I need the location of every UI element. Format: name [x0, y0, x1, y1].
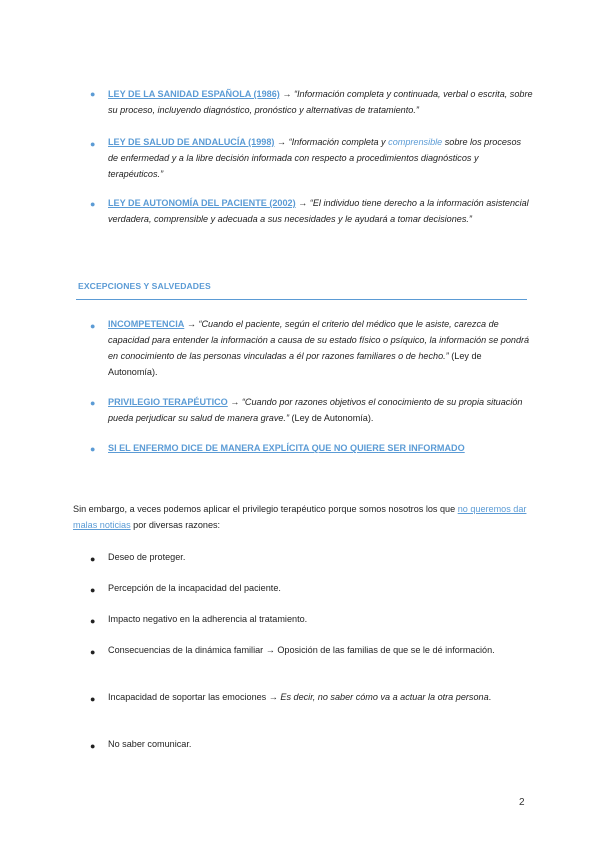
- law-link-2[interactable]: LEY DE SALUD DE ANDALUCÍA (1998): [108, 137, 275, 147]
- reason-item: Incapacidad de soportar las emociones → Es decir, no saber cómo va a actuar la otra persona.: [108, 692, 492, 702]
- reason-item: Deseo de proteger.: [108, 552, 186, 562]
- law-quote-3: “El individuo tiene derecho a la información asistencial verdadera, comprensible y adecuada a sus necesidades y le ayudará a tomar decisiones.”: [108, 198, 529, 224]
- bullet: ●: [90, 647, 96, 657]
- exception-link-2[interactable]: PRIVILEGIO TERAPÉUTICO: [108, 397, 228, 407]
- law-item-3: LEY DE AUTONOMÍA DEL PACIENTE (2002) → “El individuo tiene derecho a la información asistencial verdadera, comprensible y adecuada a sus necesidades y le ayudará a tomar decisiones.”: [108, 198, 529, 224]
- law-link-1[interactable]: LEY DE LA SANIDAD ESPAÑOLA (1986): [108, 89, 280, 99]
- exception-link-1[interactable]: INCOMPETENCIA: [108, 319, 185, 329]
- law-quote-1: “Información completa y continuada, verbal o escrita, sobre su proceso, incluyendo diagnóstico, pronóstico y alternativas de tratamiento.”: [108, 89, 533, 115]
- law-item-2: LEY DE SALUD DE ANDALUCÍA (1998) → “Información completa y comprensible sobre los procesos de enfermedad y a la libre decisión informada con respecto a procedimientos diagnósticos y terapéuticos.”: [108, 137, 522, 179]
- bullet: ●: [90, 585, 96, 595]
- exception-item-1: INCOMPETENCIA → “Cuando el paciente, según el criterio del médico que le asiste, carezca de capacidad para entender la información a causa de su estado físico o psíquico, la información se pondrá en conocimiento de las personas vinculadas a él por razones familiares o de hecho.” (Ley de Autonomía).: [108, 319, 530, 377]
- intro-paragraph: Sin embargo, a veces podemos aplicar el privilegio terapéutico porque somos nosotros los que no queremos dar malas noticias por diversas razones:: [73, 504, 527, 530]
- bullet: ●: [90, 321, 96, 331]
- bullet: ●: [90, 554, 96, 564]
- exception-item-2: PRIVILEGIO TERAPÉUTICO → “Cuando por razones objetivos el conocimiento de su propia situación pueda perjudicar su salud de manera grave.” (Ley de Autonomía).: [108, 397, 523, 423]
- bullet: ●: [90, 741, 96, 751]
- reason-item: Consecuencias de la dinámica familiar → Oposición de las familias de que se le dé información.: [108, 645, 495, 655]
- bullet: ●: [90, 139, 96, 149]
- reason-item: Percepción de la incapacidad del paciente.: [108, 583, 281, 593]
- bullet: ●: [90, 444, 96, 454]
- intro-link[interactable]: no queremos dar malas noticias: [73, 504, 527, 530]
- bullet: ●: [90, 199, 96, 209]
- exception-item-3: [108, 440, 533, 456]
- section-heading: EXCEPCIONES Y SALVEDADES: [78, 281, 211, 291]
- bullet: ●: [90, 616, 96, 626]
- heading-divider: [76, 299, 527, 300]
- exception-link-3[interactable]: SI EL ENFERMO DICE DE MANERA EXPLÍCITA QUE NO QUIERE SER INFORMADO: [108, 443, 465, 453]
- highlight-comprensible: comprensible: [388, 137, 443, 147]
- bullet: ●: [90, 694, 96, 704]
- bullet: ●: [90, 398, 96, 408]
- bullet: ●: [90, 89, 96, 99]
- page-number: 2: [519, 797, 525, 808]
- law-link-3[interactable]: LEY DE AUTONOMÍA DEL PACIENTE (2002): [108, 198, 296, 208]
- law-item-1: LEY DE LA SANIDAD ESPAÑOLA (1986) → “Información completa y continuada, verbal o escrita, sobre su proceso, incluyendo diagnóstico, pronóstico y alternativas de tratamiento.”: [108, 89, 533, 115]
- reason-item: No saber comunicar.: [108, 739, 192, 749]
- reason-item: Impacto negativo en la adherencia al tratamiento.: [108, 614, 308, 624]
